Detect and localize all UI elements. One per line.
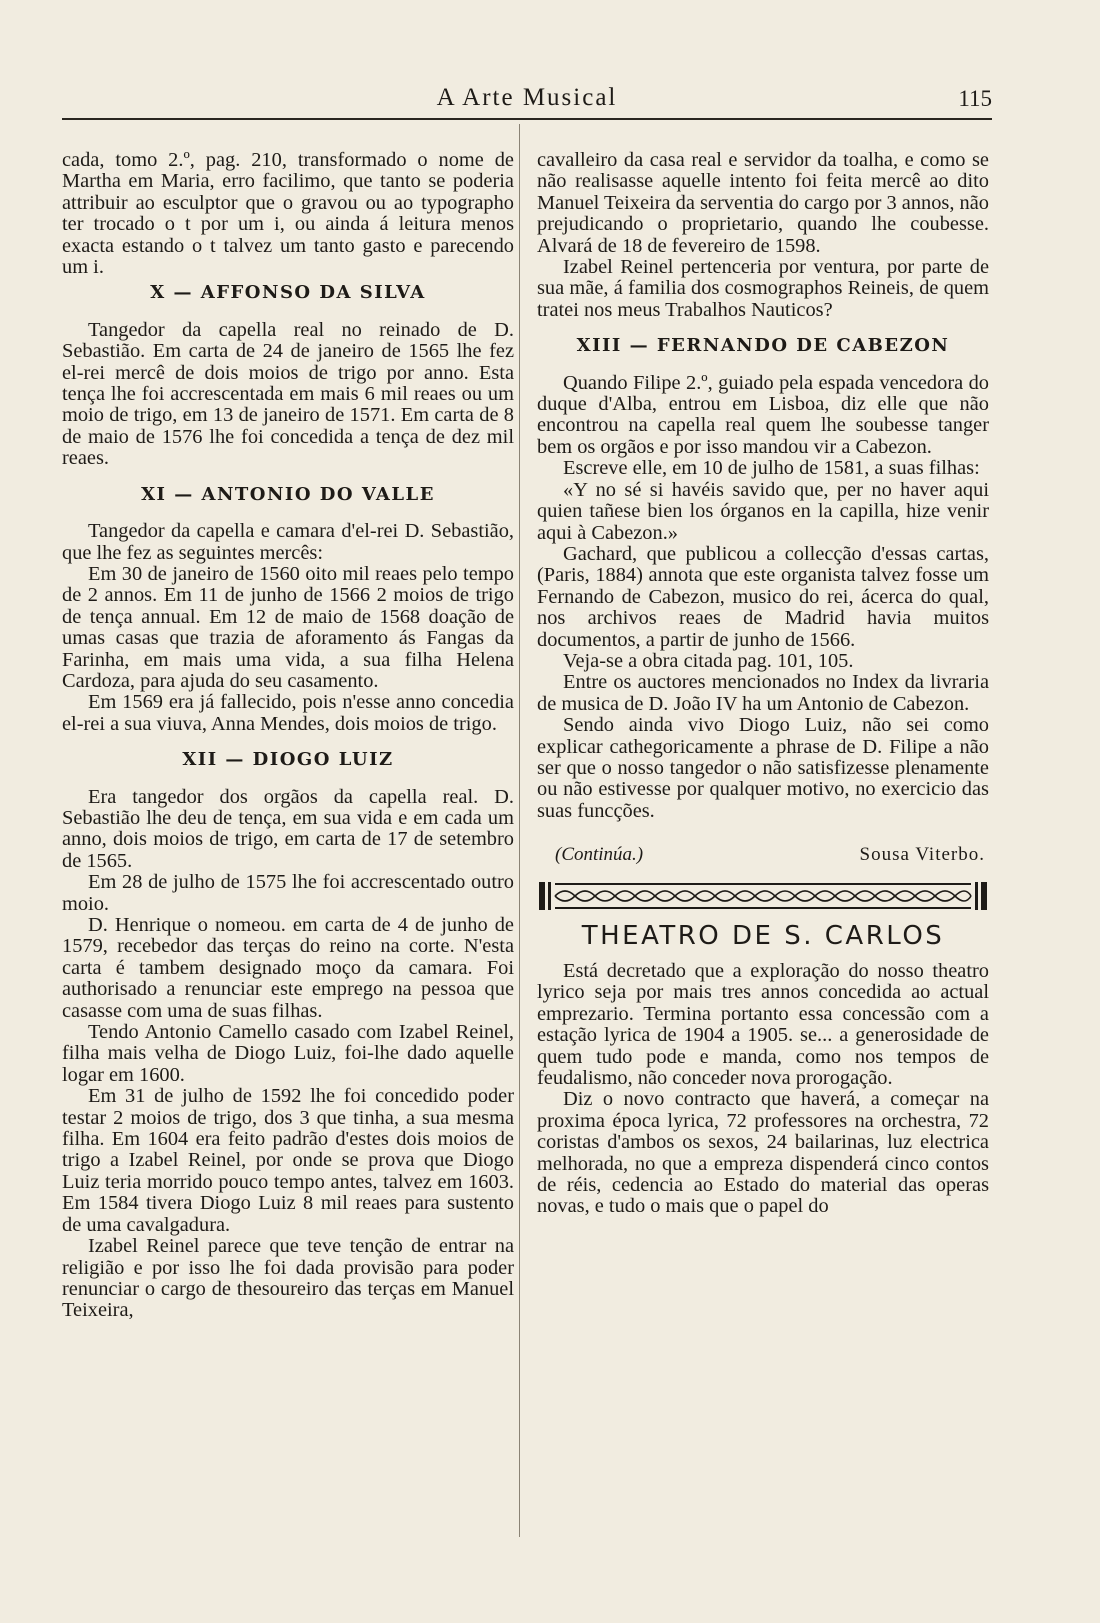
paragraph: Gachard, que publicou a collecção d'essas cartas, (Paris, 1884) annota que este organista talvez fosse um Fernando de Cabezon, musico do rei, ácerca do qual, nos archivos reaes de Madrid havia muitos documentos, a partir de junho de 1566.	[537, 542, 989, 651]
paragraph: «Y no sé si havéis savido que, per no haver aqui quien tañese bien los órganos en la capilla, hize venir aqui à Cabezon.»	[537, 478, 989, 544]
running-header	[62, 80, 992, 120]
right-column	[537, 150, 989, 1218]
column-divider	[519, 124, 520, 1537]
continued-note: (Continúa.)	[555, 844, 644, 866]
section-heading-xi: XI — ANTONIO DO VALLE	[141, 483, 435, 505]
section-heading-xii: XII — DIOGO LUIZ	[182, 749, 394, 771]
paragraph: Em 1569 era já fallecido, pois n'esse anno concedia el-rei a sua viuva, Anna Mendes, dois moios de trigo.	[62, 691, 514, 735]
paragraph: Tendo Antonio Camello casado com Izabel Reinel, filha mais velha de Diogo Luiz, foi-lhe dado aquelle logar em 1600.	[62, 1021, 514, 1086]
continuation-paragraph: cavalleiro da casa real e servidor da toalha, e como se não realisasse aquelle intento foi feita mercê ao dito Manuel Teixeira da serventia do cargo por 3 annos, não prejudicando o proprietario, quando lhe coubesse. Alvará de 18 de fevereiro de 1598.	[537, 149, 989, 257]
paragraph: Quando Filipe 2.º, guiado pela espada vencedora do duque d'Alba, entrou em Lisboa, diz elle que não encontrou na capella real quem lhe soubesse tanger bem os orgãos e por isso mandou vir a Cabezon.	[537, 371, 989, 458]
paragraph: Izabel Reinel parece que teve tenção de entrar na religião e por isso lhe foi dada provisão para poder renunciar o cargo de thesoureiro das terças em Manuel Teixeira,	[62, 1235, 514, 1322]
paragraph: Tangedor da capella real no reinado de D. Sebastião. Em carta de 24 de janeiro de 1565 lhe fez el-rei mercê de dois moios de trigo por anno. Esta tença lhe foi accrescentada em mais 6 mil reaes ou um moio de trigo, em 13 de janeiro de 1571. Em carta de 8 de maio de 1576 lhe foi concedida a tença de dez mil reaes.	[62, 318, 514, 470]
paragraph: Em 28 de julho de 1575 lhe foi accrescentado outro moio.	[62, 871, 514, 915]
paragraph: Está decretado que a exploração do nosso theatro lyrico seja por mais tres annos concedida ao actual emprezario. Termina portanto essa concessão com a estação lyrica de 1904 a 1905. se... a generosidade de quem tudo pode e manda, como nos tempos de feudalismo, não conceder nova prorogação.	[537, 960, 989, 1090]
paragraph: Tangedor da capella e camara d'el-rei D. Sebastião, que lhe fez as seguintes mercês:	[62, 520, 514, 564]
left-column	[62, 150, 514, 1322]
paragraph: Em 31 de julho de 1592 lhe foi concedido poder testar 2 moios de trigo, dos 3 que tinha, a sua mesma filha. Em 1604 era feito padrão d'estes dois moios de trigo a Izabel Reinel, por onde se prova que Diogo Luiz teria morrido pouco tempo antes, talvez em 1603. Em 1584 tivera Diogo Luiz 8 mil reaes para sustento de uma cavalgadura.	[62, 1085, 514, 1236]
paragraph: Diz o novo contracto que haverá, a começar na proxima época lyrica, 72 professores na orchestra, 72 coristas d'ambos os sexos, 24 bailarinas, luz electrica melhorada, no que a empreza dispenderá cinco contos de réis, cedencia ao Estado do material das operas novas, e tudo o mais que o papel do	[537, 1088, 989, 1218]
page-number: 115	[958, 86, 992, 111]
section-heading-x: X — AFFONSO DA SILVA	[150, 282, 426, 304]
paragraph: Em 30 de janeiro de 1560 oito mil reaes pelo tempo de 2 annos. Em 11 de junho de 1566 2 moios de trigo de tença annual. Em 12 de maio de 1568 doação de umas casas que trazia de aforamento ás Fangas da Farinha, em mais uma vida, a sua filha Helena Cardoza, para ajuda do seu casamento.	[62, 562, 514, 692]
journal-title: A Arte Musical	[436, 84, 618, 111]
ornamental-rule	[537, 876, 989, 916]
paragraph: Izabel Reinel pertenceria por ventura, por parte de sua mãe, á familia dos cosmographos Reineis, de quem tratei nos meus Trabalhos Nauticos?	[537, 256, 989, 321]
paragraph: Entre os auctores mencionados no Index da livraria de musica de D. João IV ha um Antonio de Cabezon.	[537, 671, 989, 715]
paragraph: Era tangedor dos orgãos da capella real. D. Sebastião lhe deu de tença, em sua vida e em cada um anno, dois moios de trigo, em carta de 17 de setembro de 1565.	[62, 785, 514, 872]
author-signature: Sousa Viterbo.	[859, 844, 985, 866]
intro-paragraph: cada, tomo 2.º, pag. 210, transformado o nome de Martha em Maria, erro facilimo, que tanto se poderia attribuir ao esculptor que o gravou ou ao typographo ter trocado o t por um i, ou ainda á leitura menos exacta estando o t talvez um tanto gasto e parecendo um i.	[62, 149, 514, 279]
paragraph: Veja-se a obra citada pag. 101, 105.	[563, 649, 854, 672]
theatre-heading: THEATRO DE S. CARLOS	[581, 920, 945, 951]
paragraph: Escreve elle, em 10 de julho de 1581, a suas filhas:	[563, 457, 980, 480]
paragraph: Sendo ainda vivo Diogo Luiz, não sei como explicar cathegoricamente a phrase de D. Filipe a não ser que o nosso tangedor o não satisfizesse plenamente ou não estivesse por qualquer motivo, no exercicio das suas funcções.	[537, 714, 989, 822]
ornament-border-icon	[537, 876, 989, 916]
signature-line	[537, 844, 985, 865]
section-heading-xiii: XIII — FERNANDO DE CABEZON	[576, 335, 950, 357]
paragraph: D. Henrique o nomeou. em carta de 4 de junho de 1579, recebedor das terças do reino na corte. N'esta carta é tambem designado moço da camara. Foi authorisado a renunciar este emprego na pessoa que casasse com uma de suas filhas.	[62, 914, 514, 1022]
